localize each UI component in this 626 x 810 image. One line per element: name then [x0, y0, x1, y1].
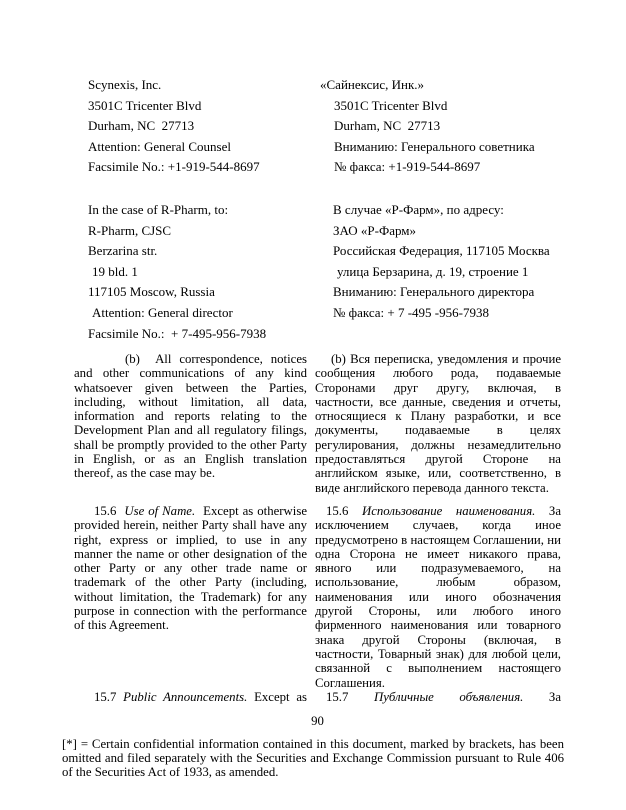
address-line: 19 bld. 1	[92, 263, 138, 279]
rpharm-address-en	[74, 200, 307, 352]
address-line: «Сайнексис, Инк.»	[320, 77, 425, 92]
page-number: 90	[311, 713, 324, 728]
address-line: Facsimile No.: +1-919-544-8697	[88, 159, 260, 175]
address-line: Вниманию: Генерального советника	[334, 138, 535, 154]
section-text: За исключением случаев, когда иное предусмотрено в настоящем Соглашении, ни одна Сторона не имеет никакого права, явного или подразумеваемого, на использование, любым образом, наименования или иного обозначения другой Стороны, или любого иного фирменного наименования или товарного знака другой Стороны (включая, в частности, Товарный знак) для любой цели, связанной с выполнением настоящего Соглашения.	[315, 504, 561, 690]
address-row-rpharm	[74, 200, 561, 352]
section-title: Use of Name.	[124, 504, 196, 518]
address-line: Berzarina str.	[88, 243, 158, 259]
clause-b-en	[74, 352, 307, 504]
clause-b-row	[74, 352, 561, 504]
section-title: Публичные объявления.	[373, 689, 524, 704]
section-text: За	[548, 689, 562, 704]
address-line: улица Берзарина, д. 19, строение 1	[337, 263, 529, 279]
clause-b-text: All correspondence, notices and other communications of any kind whatsoever given between the Parties, including, without limitation, all data, information and reports relating to the Development Plan and all regulatory filings, shall be promptly provided to the other Party in English, or as an English translation thereof, as the case may be.	[74, 352, 307, 481]
address-line: 117105 Moscow, Russia	[88, 284, 215, 300]
address-line: Attention: General Counsel	[88, 138, 231, 154]
address-line: Attention: General director	[92, 304, 233, 320]
rpharm-address-ru	[315, 200, 561, 352]
confidentiality-footnote: [*] = Certain confidential information contained in this document, marked by brackets, has been omitted and filed separately with the Securities and Exchange Commission pursuant to Rule 406 of the Securities Act of 1933, as amended.	[62, 736, 564, 780]
address-line: В случае «Р-Фарм», по адресу:	[333, 202, 504, 217]
clause-b-marker: (b)	[125, 352, 140, 366]
section-15-6-ru	[315, 504, 561, 690]
section-text: Except as	[254, 689, 307, 704]
section-number: 15.6	[326, 504, 349, 518]
section-15-7-ru	[315, 690, 561, 705]
section-15-6-en	[74, 504, 307, 690]
section-title: Public Announcements.	[123, 689, 248, 704]
address-line: Facsimile No.: + 7-495-956-7938	[88, 325, 267, 341]
address-line: ЗАО «Р-Фарм»	[333, 222, 417, 238]
address-line: 3501C Tricenter Blvd	[334, 97, 448, 113]
clause-b-text: Вся переписка, уведомления и прочие сообщения любого рода, подаваемые Сторонами друг другу, включая, в частности, все данные, сведения и отчеты, относящиеся к Плану разработки, и все документы, подаваемые в целях регулирования, должны незамедлительно предоставляться другой Стороне на английском языке, или, соответственно, в виде английского перевода данного текста.	[315, 352, 561, 495]
section-number: 15.7	[326, 689, 349, 704]
address-line: № факса: +1-919-544-8697	[334, 159, 481, 175]
section-15-7-en	[74, 690, 307, 705]
section-title: Использование наименования.	[361, 504, 536, 518]
address-line: Durham, NC 27713	[334, 118, 441, 134]
address-line: Российская Федерация, 117105 Москва	[333, 243, 550, 259]
address-line: Scynexis, Inc.	[88, 77, 162, 92]
scynexis-address-ru	[315, 75, 561, 200]
section-number: 15.6	[94, 504, 117, 518]
section-15-6-row	[74, 504, 561, 690]
section-text: Except as otherwise provided herein, neither Party shall have any right, express or implied, to use in any manner the name or other designation of the other Party or any other trade name or trademark of the other Party (including, without limitation, the Trademark) for any purpose in connection with the performance of this Agreement.	[74, 504, 307, 633]
address-line: In the case of R-Pharm, to:	[88, 202, 229, 217]
address-line: Вниманию: Генерального директора	[333, 284, 535, 300]
address-line: Durham, NC 27713	[88, 118, 195, 134]
clause-b-ru	[315, 352, 561, 504]
address-row-scynexis	[74, 75, 561, 200]
section-number: 15.7	[94, 689, 117, 704]
section-15-7-row	[74, 690, 561, 705]
clause-b-marker: (b)	[331, 352, 346, 366]
address-line: 3501C Tricenter Blvd	[88, 97, 202, 113]
address-line: № факса: + 7 -495 -956-7938	[333, 304, 489, 320]
scynexis-address-en	[74, 75, 307, 200]
address-line: R-Pharm, CJSC	[88, 222, 172, 238]
